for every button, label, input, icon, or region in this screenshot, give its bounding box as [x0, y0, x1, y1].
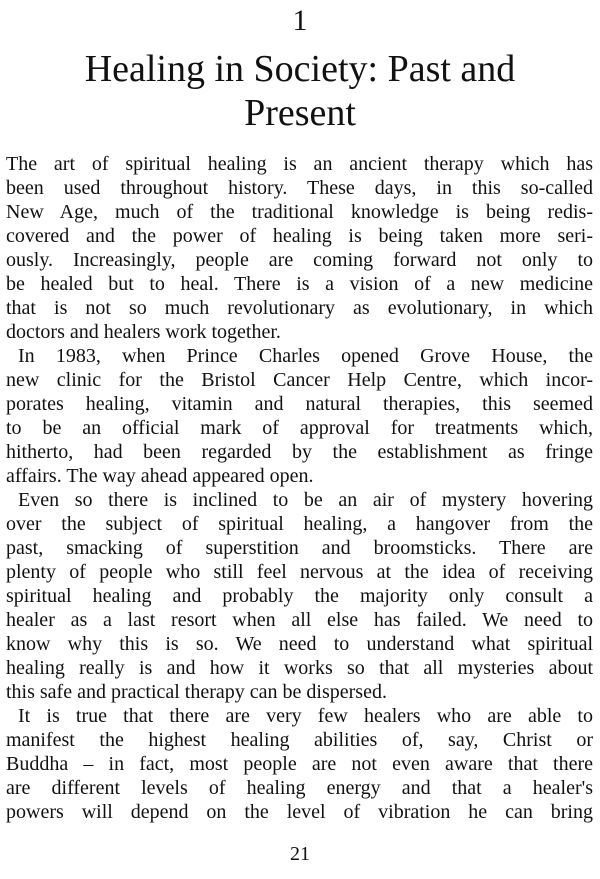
text-line: been used throughout history. These days, in this so-called [6, 177, 593, 199]
text-line: hitherto, had been regarded by the establishment as fringe [6, 441, 593, 463]
text-line: plenty of people who still feel nervous at the idea of receiving [6, 561, 593, 583]
text-line: past, smacking of superstition and broomsticks. There are [6, 537, 593, 559]
text-line: this safe and practical therapy can be dispersed. [6, 681, 387, 703]
text-line: porates healing, vitamin and natural therapies, this seemed [6, 393, 593, 415]
chapter-number: 1 [292, 4, 308, 37]
text-line: In 1983, when Prince Charles opened Grove House, the [18, 345, 593, 367]
text-line: Buddha – in fact, most people are not even aware that there [6, 753, 593, 775]
text-line: over the subject of spiritual healing, a hangover from the [6, 513, 593, 535]
text-line: that is not so much revolutionary as evolutionary, in which [6, 297, 593, 319]
text-line: ously. Increasingly, people are coming forward not only to [6, 249, 593, 271]
text-line: manifest the highest healing abilities of, say, Christ or [6, 729, 593, 751]
text-line: healer as a last resort when all else has failed. We need to [6, 609, 593, 631]
text-line: to be an official mark of approval for treatments which, [6, 417, 593, 439]
text-line: be healed but to heal. There is a vision of a new medicine [6, 273, 593, 295]
text-line: are different levels of healing energy and that a healer's [6, 777, 593, 799]
text-line: spiritual healing and probably the majority only consult a [6, 585, 593, 607]
text-line: new clinic for the Bristol Cancer Help Centre, which incor- [6, 369, 593, 391]
text-line: New Age, much of the traditional knowledge is being redis- [6, 201, 593, 223]
text-line: doctors and healers work together. [6, 321, 281, 343]
text-line: know why this is so. We need to understand what spiritual [6, 633, 593, 655]
text-line: healing really is and how it works so that all mysteries about [6, 657, 593, 679]
chapter-title-line-1: Healing in Society: Past and [84, 48, 516, 90]
chapter-title [0, 47, 600, 135]
text-line: affairs. The way ahead appeared open. [6, 465, 314, 487]
chapter-title-line-2: Present [244, 92, 356, 134]
text-line: It is true that there are very few healers who are able to [18, 705, 593, 727]
text-line: covered and the power of healing is being taken more seri- [6, 225, 593, 247]
text-line: Even so there is inclined to be an air of mystery hovering [18, 489, 593, 511]
page-number: 21 [290, 843, 310, 865]
text-line: powers will depend on the level of vibration he can bring [6, 801, 593, 823]
text-line: The art of spiritual healing is an ancient therapy which has [6, 153, 593, 175]
